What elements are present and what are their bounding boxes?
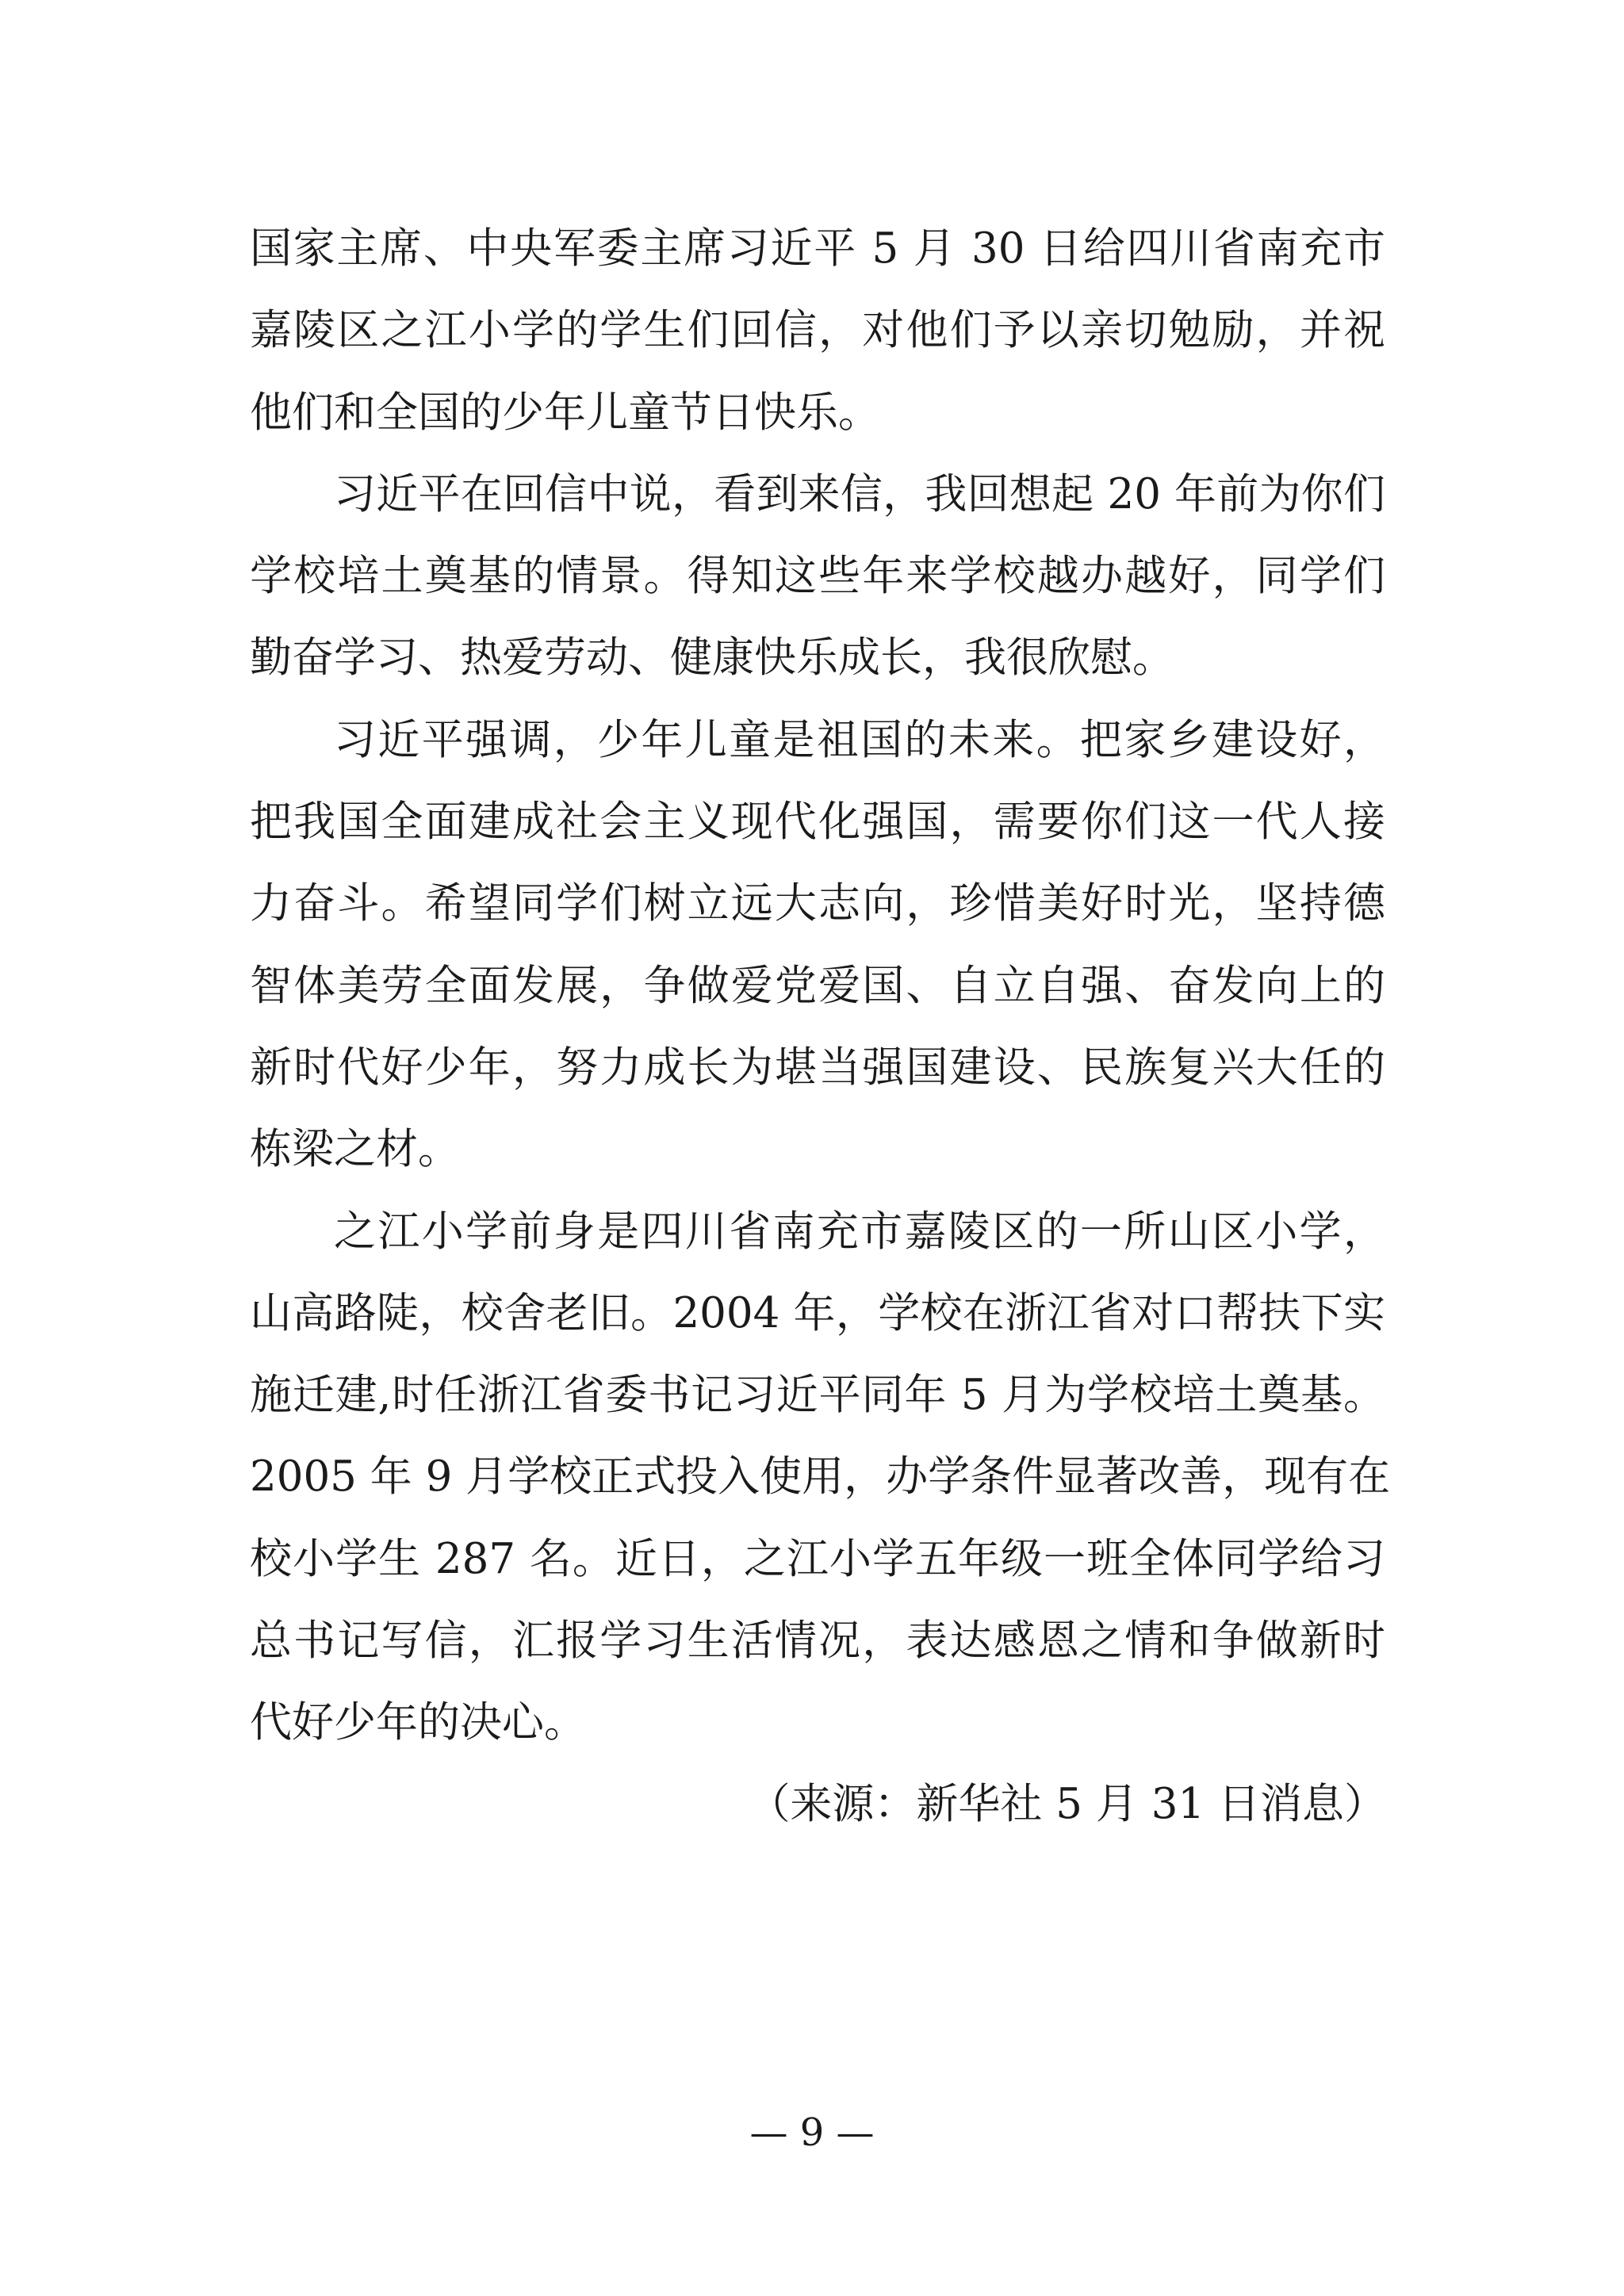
text-line: 他们和全国的少年儿童节日快乐。 [250,388,880,437]
text-line: 代好少年的决心。 [250,1698,586,1747]
text-line: 之江小学前身是四川省南充市嘉陵区的一所山区小学， [334,1207,1385,1256]
text-line: 栋梁之材。 [250,1125,460,1174]
text-line: 山高路陡，校舍老旧。2004 年，学校在浙江省对口帮扶下实 [250,1288,1385,1337]
paragraph-1 [250,208,1385,453]
page-number: — 9 — [749,2110,875,2155]
text-line: 学校培土奠基的情景。得知这些年来学校越办越好，同学们 [250,552,1385,601]
text-line: 智体美劳全面发展，争做爱党爱国、自立自强、奋发向上的 [250,961,1385,1010]
text-line: 勤奋学习、热爱劳动、健康快乐成长，我很欣慰。 [250,633,1174,683]
paragraph-3 [250,699,1385,1191]
paragraph-4 [250,1191,1391,1764]
article-body [250,208,1391,1764]
text-line: 习近平在回信中说，看到来信，我回想起 20 年前为你们 [334,469,1385,519]
text-line: 2005 年 9 月学校正式投入使用，办学条件显著改善，现有在 [250,1452,1391,1502]
text-line: 国家主席、中央军委主席习近平 5 月 30 日给四川省南充市 [250,224,1385,273]
text-line: 校小学生 287 名。近日，之江小学五年级一班全体同学给习 [250,1534,1385,1583]
source-attribution: （来源：新华社 5 月 31 日消息） [748,1780,1386,1828]
text-line: 力奋斗。希望同学们树立远大志向，珍惜美好时光，坚持德 [250,879,1385,928]
paragraph-2 [250,453,1385,699]
text-line: 施迁建,时任浙江省委书记习近平同年 5 月为学校培土奠基。 [250,1371,1385,1420]
text-line: 嘉陵区之江小学的学生们回信，对他们予以亲切勉励，并祝 [250,306,1385,355]
text-line: 总书记写信，汇报学习生活情况，表达感恩之情和争做新时 [250,1617,1385,1666]
text-line: 新时代好少年，努力成长为堪当强国建设、民族复兴大任的 [250,1043,1385,1092]
text-line: 把我国全面建成社会主义现代化强国，需要你们这一代人接 [250,798,1385,847]
text-line: 习近平强调，少年儿童是祖国的未来。把家乡建设好， [334,715,1385,764]
